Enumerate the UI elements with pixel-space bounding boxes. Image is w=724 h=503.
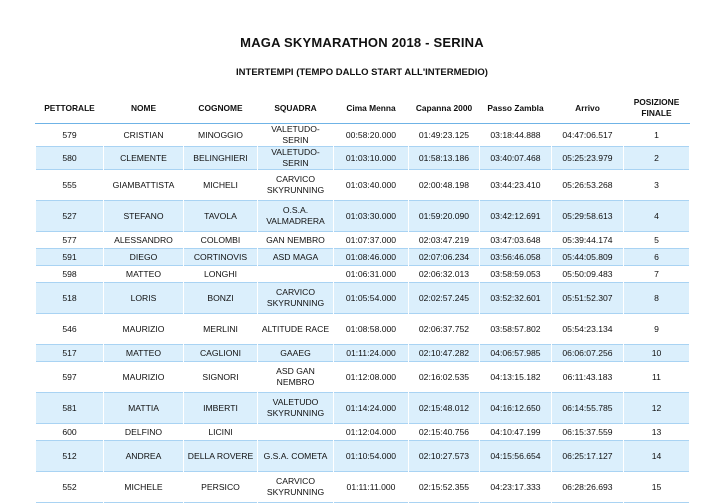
- name-cell: MICHELE: [104, 472, 184, 503]
- table-row: [36, 170, 690, 201]
- table-row: [36, 283, 690, 314]
- table-row: [36, 441, 690, 472]
- capanna-2000-cell: 02:06:37.752: [409, 314, 480, 345]
- table-row: [36, 201, 690, 232]
- arrivo-cell: 05:25:23.979: [552, 147, 624, 170]
- name-cell: MATTEO: [104, 266, 184, 283]
- cima-menna-cell: 01:05:54.000: [334, 283, 409, 314]
- position-cell: 7: [624, 266, 690, 283]
- bib-cell: 598: [36, 266, 104, 283]
- bib-cell: 552: [36, 472, 104, 503]
- team-cell: VALETUDO-SERIN: [258, 124, 334, 147]
- position-cell: 13: [624, 424, 690, 441]
- capanna-2000-cell: 02:07:06.234: [409, 249, 480, 266]
- arrivo-cell: 06:15:37.559: [552, 424, 624, 441]
- table-row: [36, 249, 690, 266]
- cima-menna-cell: 01:03:40.000: [334, 170, 409, 201]
- cima-menna-cell: 01:14:24.000: [334, 393, 409, 424]
- column-header-cima-menna: Cima Menna: [334, 93, 409, 124]
- name-cell: ALESSANDRO: [104, 232, 184, 249]
- cima-menna-cell: 01:08:58.000: [334, 314, 409, 345]
- table-header-row: [36, 93, 690, 124]
- table-row: [36, 124, 690, 147]
- column-header-capanna-2000: Capanna 2000: [409, 93, 480, 124]
- capanna-2000-cell: 01:49:23.125: [409, 124, 480, 147]
- column-header-passo-zambla: Passo Zambla: [480, 93, 552, 124]
- bib-cell: 600: [36, 424, 104, 441]
- column-header-squadra: SQUADRA: [258, 93, 334, 124]
- capanna-2000-cell: 02:16:02.535: [409, 362, 480, 393]
- passo-zambla-cell: 03:18:44.888: [480, 124, 552, 147]
- passo-zambla-cell: 03:47:03.648: [480, 232, 552, 249]
- position-cell: 1: [624, 124, 690, 147]
- team-cell: G.S.A. COMETA: [258, 441, 334, 472]
- capanna-2000-cell: 02:03:47.219: [409, 232, 480, 249]
- arrivo-cell: 05:54:23.134: [552, 314, 624, 345]
- bib-cell: 591: [36, 249, 104, 266]
- passo-zambla-cell: 04:23:17.333: [480, 472, 552, 503]
- team-cell: VALETUDO-SERIN: [258, 147, 334, 170]
- team-cell: CARVICO SKYRUNNING: [258, 170, 334, 201]
- position-cell: 12: [624, 393, 690, 424]
- passo-zambla-cell: 04:15:56.654: [480, 441, 552, 472]
- capanna-2000-cell: 02:15:48.012: [409, 393, 480, 424]
- passo-zambla-cell: 04:16:12.650: [480, 393, 552, 424]
- bib-cell: 597: [36, 362, 104, 393]
- passo-zambla-cell: 04:10:47.199: [480, 424, 552, 441]
- team-cell: [258, 424, 334, 441]
- team-cell: [258, 266, 334, 283]
- arrivo-cell: 05:51:52.307: [552, 283, 624, 314]
- arrivo-cell: 06:14:55.785: [552, 393, 624, 424]
- arrivo-cell: 06:11:43.183: [552, 362, 624, 393]
- bib-cell: 581: [36, 393, 104, 424]
- position-cell: 5: [624, 232, 690, 249]
- capanna-2000-cell: 02:02:57.245: [409, 283, 480, 314]
- passo-zambla-cell: 04:06:57.985: [480, 345, 552, 362]
- surname-cell: BONZI: [184, 283, 258, 314]
- name-cell: DIEGO: [104, 249, 184, 266]
- name-cell: CRISTIAN: [104, 124, 184, 147]
- position-cell: 15: [624, 472, 690, 503]
- team-cell: ASD MAGA: [258, 249, 334, 266]
- surname-cell: TAVOLA: [184, 201, 258, 232]
- arrivo-cell: 05:29:58.613: [552, 201, 624, 232]
- name-cell: MATTEO: [104, 345, 184, 362]
- arrivo-cell: 06:06:07.256: [552, 345, 624, 362]
- table-row: [36, 314, 690, 345]
- column-header-pettorale: PETTORALE: [36, 93, 104, 124]
- position-cell: 6: [624, 249, 690, 266]
- table-row: [36, 147, 690, 170]
- cima-menna-cell: 01:11:24.000: [334, 345, 409, 362]
- surname-cell: MICHELI: [184, 170, 258, 201]
- results-body: [36, 124, 690, 503]
- surname-cell: MINOGGIO: [184, 124, 258, 147]
- name-cell: GIAMBATTISTA: [104, 170, 184, 201]
- team-cell: GAN NEMBRO: [258, 232, 334, 249]
- passo-zambla-cell: 03:44:23.410: [480, 170, 552, 201]
- name-cell: MATTIA: [104, 393, 184, 424]
- passo-zambla-cell: 03:58:59.053: [480, 266, 552, 283]
- cima-menna-cell: 01:11:11.000: [334, 472, 409, 503]
- bib-cell: 546: [36, 314, 104, 345]
- capanna-2000-cell: 01:59:20.090: [409, 201, 480, 232]
- page-subtitle: INTERTEMPI (TEMPO DALLO START ALL'INTERMEDIO): [236, 67, 488, 78]
- table-row: [36, 266, 690, 283]
- surname-cell: MERLINI: [184, 314, 258, 345]
- name-cell: ANDREA: [104, 441, 184, 472]
- table-row: [36, 424, 690, 441]
- surname-cell: LICINI: [184, 424, 258, 441]
- arrivo-cell: 05:44:05.809: [552, 249, 624, 266]
- cima-menna-cell: 01:06:31.000: [334, 266, 409, 283]
- position-cell: 11: [624, 362, 690, 393]
- capanna-2000-cell: 02:10:47.282: [409, 345, 480, 362]
- passo-zambla-cell: 03:42:12.691: [480, 201, 552, 232]
- table-row: [36, 345, 690, 362]
- passo-zambla-cell: 03:56:46.058: [480, 249, 552, 266]
- surname-cell: BELINGHIERI: [184, 147, 258, 170]
- team-cell: VALETUDO SKYRUNNING: [258, 393, 334, 424]
- surname-cell: COLOMBI: [184, 232, 258, 249]
- bib-cell: 517: [36, 345, 104, 362]
- name-cell: MAURIZIO: [104, 314, 184, 345]
- position-cell: 9: [624, 314, 690, 345]
- position-cell: 4: [624, 201, 690, 232]
- cima-menna-cell: 01:03:10.000: [334, 147, 409, 170]
- team-cell: O.S.A. VALMADRERA: [258, 201, 334, 232]
- surname-cell: IMBERTI: [184, 393, 258, 424]
- column-header-nome: NOME: [104, 93, 184, 124]
- position-cell: 14: [624, 441, 690, 472]
- capanna-2000-cell: 02:15:52.355: [409, 472, 480, 503]
- capanna-2000-cell: 01:58:13.186: [409, 147, 480, 170]
- arrivo-cell: 06:28:26.693: [552, 472, 624, 503]
- capanna-2000-cell: 02:10:27.573: [409, 441, 480, 472]
- surname-cell: CAGLIONI: [184, 345, 258, 362]
- name-cell: LORIS: [104, 283, 184, 314]
- arrivo-cell: 04:47:06.517: [552, 124, 624, 147]
- arrivo-cell: 05:39:44.174: [552, 232, 624, 249]
- name-cell: CLEMENTE: [104, 147, 184, 170]
- cima-menna-cell: 00:58:20.000: [334, 124, 409, 147]
- table-row: [36, 472, 690, 503]
- position-cell: 3: [624, 170, 690, 201]
- column-header-cognome: COGNOME: [184, 93, 258, 124]
- bib-cell: 518: [36, 283, 104, 314]
- position-cell: 10: [624, 345, 690, 362]
- surname-cell: PERSICO: [184, 472, 258, 503]
- arrivo-cell: 05:26:53.268: [552, 170, 624, 201]
- cima-menna-cell: 01:12:04.000: [334, 424, 409, 441]
- bib-cell: 527: [36, 201, 104, 232]
- team-cell: ASD GAN NEMBRO: [258, 362, 334, 393]
- page-title: MAGA SKYMARATHON 2018 - SERINA: [240, 35, 484, 50]
- bib-cell: 579: [36, 124, 104, 147]
- cima-menna-cell: 01:07:37.000: [334, 232, 409, 249]
- bib-cell: 555: [36, 170, 104, 201]
- surname-cell: CORTINOVIS: [184, 249, 258, 266]
- cima-menna-cell: 01:03:30.000: [334, 201, 409, 232]
- team-cell: ALTITUDE RACE: [258, 314, 334, 345]
- name-cell: MAURIZIO: [104, 362, 184, 393]
- table-row: [36, 393, 690, 424]
- cima-menna-cell: 01:10:54.000: [334, 441, 409, 472]
- cima-menna-cell: 01:08:46.000: [334, 249, 409, 266]
- column-header-arrivo: Arrivo: [552, 93, 624, 124]
- capanna-2000-cell: 02:06:32.013: [409, 266, 480, 283]
- name-cell: STEFANO: [104, 201, 184, 232]
- passo-zambla-cell: 03:40:07.468: [480, 147, 552, 170]
- surname-cell: DELLA ROVERE: [184, 441, 258, 472]
- table-row: [36, 362, 690, 393]
- bib-cell: 577: [36, 232, 104, 249]
- column-header-posizione-finale: POSIZIONE FINALE: [624, 93, 690, 124]
- team-cell: CARVICO SKYRUNNING: [258, 472, 334, 503]
- passo-zambla-cell: 03:58:57.802: [480, 314, 552, 345]
- bib-cell: 580: [36, 147, 104, 170]
- table-row: [36, 232, 690, 249]
- capanna-2000-cell: 02:00:48.198: [409, 170, 480, 201]
- arrivo-cell: 06:25:17.127: [552, 441, 624, 472]
- capanna-2000-cell: 02:15:40.756: [409, 424, 480, 441]
- surname-cell: SIGNORI: [184, 362, 258, 393]
- passo-zambla-cell: 04:13:15.182: [480, 362, 552, 393]
- position-cell: 8: [624, 283, 690, 314]
- team-cell: CARVICO SKYRUNNING: [258, 283, 334, 314]
- arrivo-cell: 05:50:09.483: [552, 266, 624, 283]
- surname-cell: LONGHI: [184, 266, 258, 283]
- passo-zambla-cell: 03:52:32.601: [480, 283, 552, 314]
- bib-cell: 512: [36, 441, 104, 472]
- position-cell: 2: [624, 147, 690, 170]
- cima-menna-cell: 01:12:08.000: [334, 362, 409, 393]
- team-cell: GAAEG: [258, 345, 334, 362]
- results-table: [35, 93, 690, 503]
- name-cell: DELFINO: [104, 424, 184, 441]
